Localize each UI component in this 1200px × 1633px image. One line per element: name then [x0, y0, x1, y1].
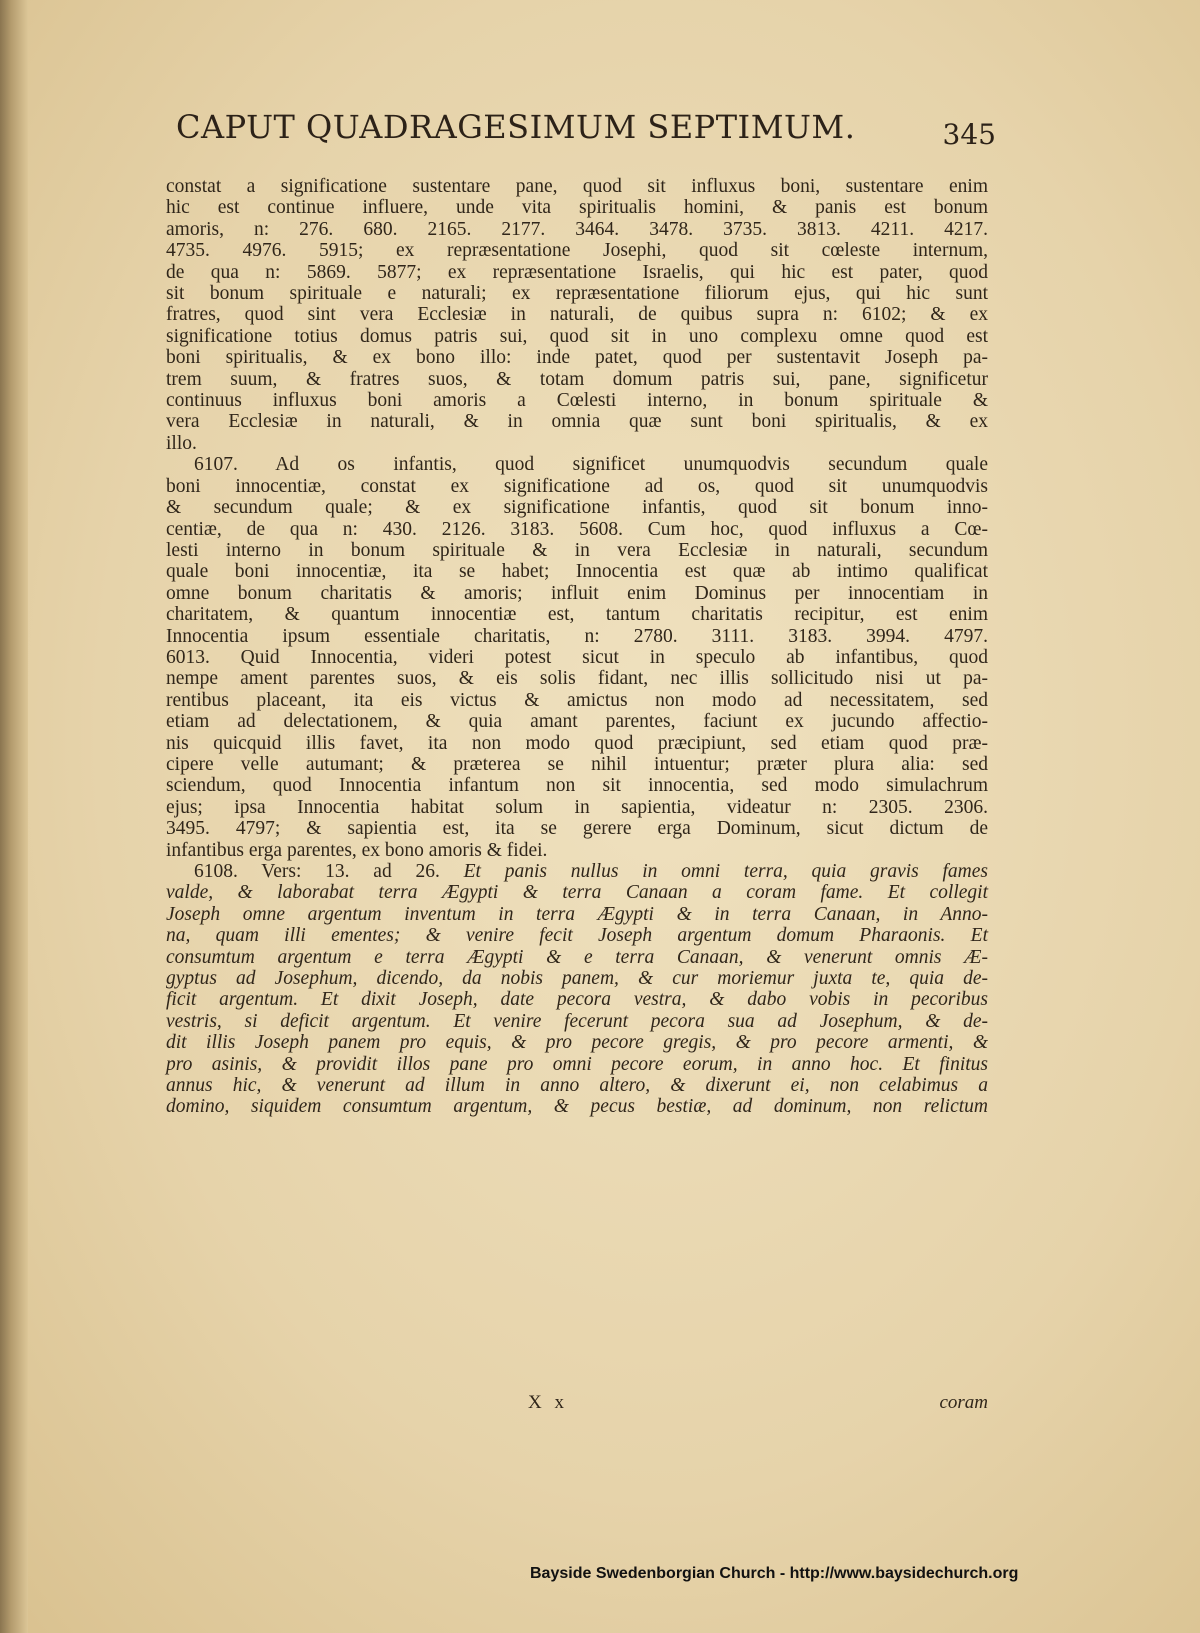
body-text — [166, 176, 988, 1118]
text-line: & secundum quale; & ex significatione infantis, quod sit bonum inno- — [166, 497, 988, 519]
page-footer — [166, 1392, 988, 1416]
text-line: quale boni innocentiæ, ita se habet; Innocentia est quæ ab intimo qualificat — [166, 561, 988, 583]
page-binding-edge — [0, 0, 28, 1633]
signature-mark: X x — [528, 1392, 568, 1413]
text-line: charitatem, & quantum innocentiæ est, tantum charitatis recipitur, est enim — [166, 604, 988, 626]
scripture-line: pro asinis, & providit illos pane pro omni pecore eorum, in anno hoc. Et finitus — [166, 1053, 988, 1075]
text-line: 3495. 4797; & sapientia est, ita se gerere erga Dominum, sicut dictum de — [166, 818, 988, 840]
text-line: de qua n: 5869. 5877; ex repræsentatione Israelis, qui hic est pater, quod — [166, 261, 988, 283]
text-line: hic est continue influere, unde vita spiritualis homini, & panis est bonum — [166, 197, 988, 219]
scripture-line: annus hic, & venerunt ad illum in anno altero, & dixerunt ei, non celabimus a — [166, 1075, 988, 1097]
text-line: cipere velle autumant; & præterea se nihil intuentur; præter plura alia: sed — [166, 753, 988, 775]
text-line: illo. — [166, 432, 197, 454]
text-line: amoris, n: 276. 680. 2165. 2177. 3464. 3478. 3735. 3813. 4211. 4217. — [166, 218, 988, 240]
verse-reference: 6108. Vers: 13. ad 26. — [194, 861, 440, 882]
scripture-line: domino, siquidem consumtum argentum, & pecus bestiæ, ad dominum, non relictum — [166, 1096, 988, 1118]
text-line: vera Ecclesiæ in naturali, & in omnia quæ sunt boni spiritualis, & ex — [166, 411, 988, 433]
text-line: trem suum, & fratres suos, & totam domum patris sui, pane, significetur — [166, 368, 988, 390]
scripture-line: Joseph omne argentum inventum in terra Ægypti & in terra Canaan, in Anno- — [166, 903, 988, 925]
text-line: boni spiritualis, & ex bono illo: inde patet, quod per sustentavit Joseph pa- — [166, 347, 988, 369]
text-line: omne bonum charitatis & amoris; influit enim Dominus per innocentiam in — [166, 582, 988, 604]
text-line: Innocentia ipsum essentiale charitatis, n: 2780. 3111. 3183. 3994. 4797. — [166, 625, 988, 647]
text-line: boni innocentiæ, constat ex significatione ad os, quod sit unumquodvis — [166, 475, 988, 497]
text-line: fratres, quod sint vera Ecclesiæ in naturali, de quibus supra n: 6102; & ex — [166, 304, 988, 326]
running-head: CAPUT QUADRAGESIMUM SEPTIMUM. — [176, 108, 856, 146]
page-header — [176, 108, 996, 162]
text-line: ejus; ipsa Innocentia habitat solum in sapientia, videatur n: 2305. 2306. — [166, 796, 988, 818]
scripture-line: gyptus ad Josephum, dicendo, da nobis panem, & cur moriemur juxta te, quia de- — [166, 968, 988, 990]
text-line: 6107. Ad os infantis, quod significet unumquodvis secundum quale — [194, 454, 988, 476]
scripture-line: ficit argentum. Et dixit Joseph, date pecora vestra, & dabo vobis in pecoribus — [166, 989, 988, 1011]
text-line: sciendum, quod Innocentia infantum non sit innocentia, sed modo simulachrum — [166, 775, 988, 797]
scripture-line: vestris, si deficit argentum. Et venire fecerunt pecora sua ad Josephum, & de- — [166, 1010, 988, 1032]
text-line: continuus influxus boni amoris a Cœlesti interno, in bonum spirituale & — [166, 390, 988, 412]
text-line: significatione totius domus patris sui, quod sit in uno complexu omne quod est — [166, 325, 988, 347]
text-line: 4735. 4976. 5915; ex repræsentatione Josephi, quod sit cœleste internum, — [166, 240, 988, 262]
paragraph-1 — [166, 176, 988, 454]
text-line: centiæ, de qua n: 430. 2126. 3183. 5608. Cum hoc, quod influxus a Cœ- — [166, 518, 988, 540]
text-line: constat a significatione sustentare pane, quod sit influxus boni, sustentare enim — [166, 176, 988, 197]
text-line: sit bonum spirituale e naturali; ex repræsentatione filiorum ejus, qui hic sunt — [166, 283, 988, 305]
text-line — [166, 861, 988, 882]
scripture-line: consumtum argentum e terra Ægypti & e terra Canaan, & venerunt omnis Æ- — [166, 946, 988, 968]
paragraph-6107 — [166, 454, 988, 861]
page-number: 345 — [942, 118, 996, 151]
scripture-line: valde, & laborabat terra Ægypti & terra Canaan a coram fame. Et collegit — [166, 882, 988, 904]
catchword: coram — [939, 1392, 988, 1413]
text-line: rentibus placeant, ita eis victus & amictus non modo ad necessitatem, sed — [166, 689, 988, 711]
text-line: nempe ament parentes suos, & eis solis fidant, nec illis sollicitudo nisi ut pa- — [166, 668, 988, 690]
paragraph-6108 — [166, 861, 988, 1118]
text-line: nis quicquid illis favet, ita non modo quod præcipiunt, sed etiam quod præ- — [166, 732, 988, 754]
scripture-line: na, quam illi ementes; & venire fecit Joseph argentum domum Pharaonis. Et — [166, 925, 988, 947]
text-line: etiam ad delectationem, & quia amant parentes, faciunt ex jucundo affectio- — [166, 711, 988, 733]
text-line: lesti interno in bonum spirituale & in vera Ecclesiæ in naturali, secundum — [166, 539, 988, 561]
text-line: 6013. Quid Innocentia, videri potest sicut in speculo ab infantibus, quod — [166, 646, 988, 668]
text-line: infantibus erga parentes, ex bono amoris & fidei. — [166, 839, 548, 861]
scripture-text: Et panis nullus in omni terra, quia gravis fames — [463, 861, 989, 882]
scripture-line: dit illis Joseph panem pro equis, & pro pecore gregis, & pro pecore armenti, & — [166, 1032, 988, 1054]
watermark: Bayside Swedenborgian Church - http://www.baysidechurch.org — [530, 1565, 1019, 1582]
